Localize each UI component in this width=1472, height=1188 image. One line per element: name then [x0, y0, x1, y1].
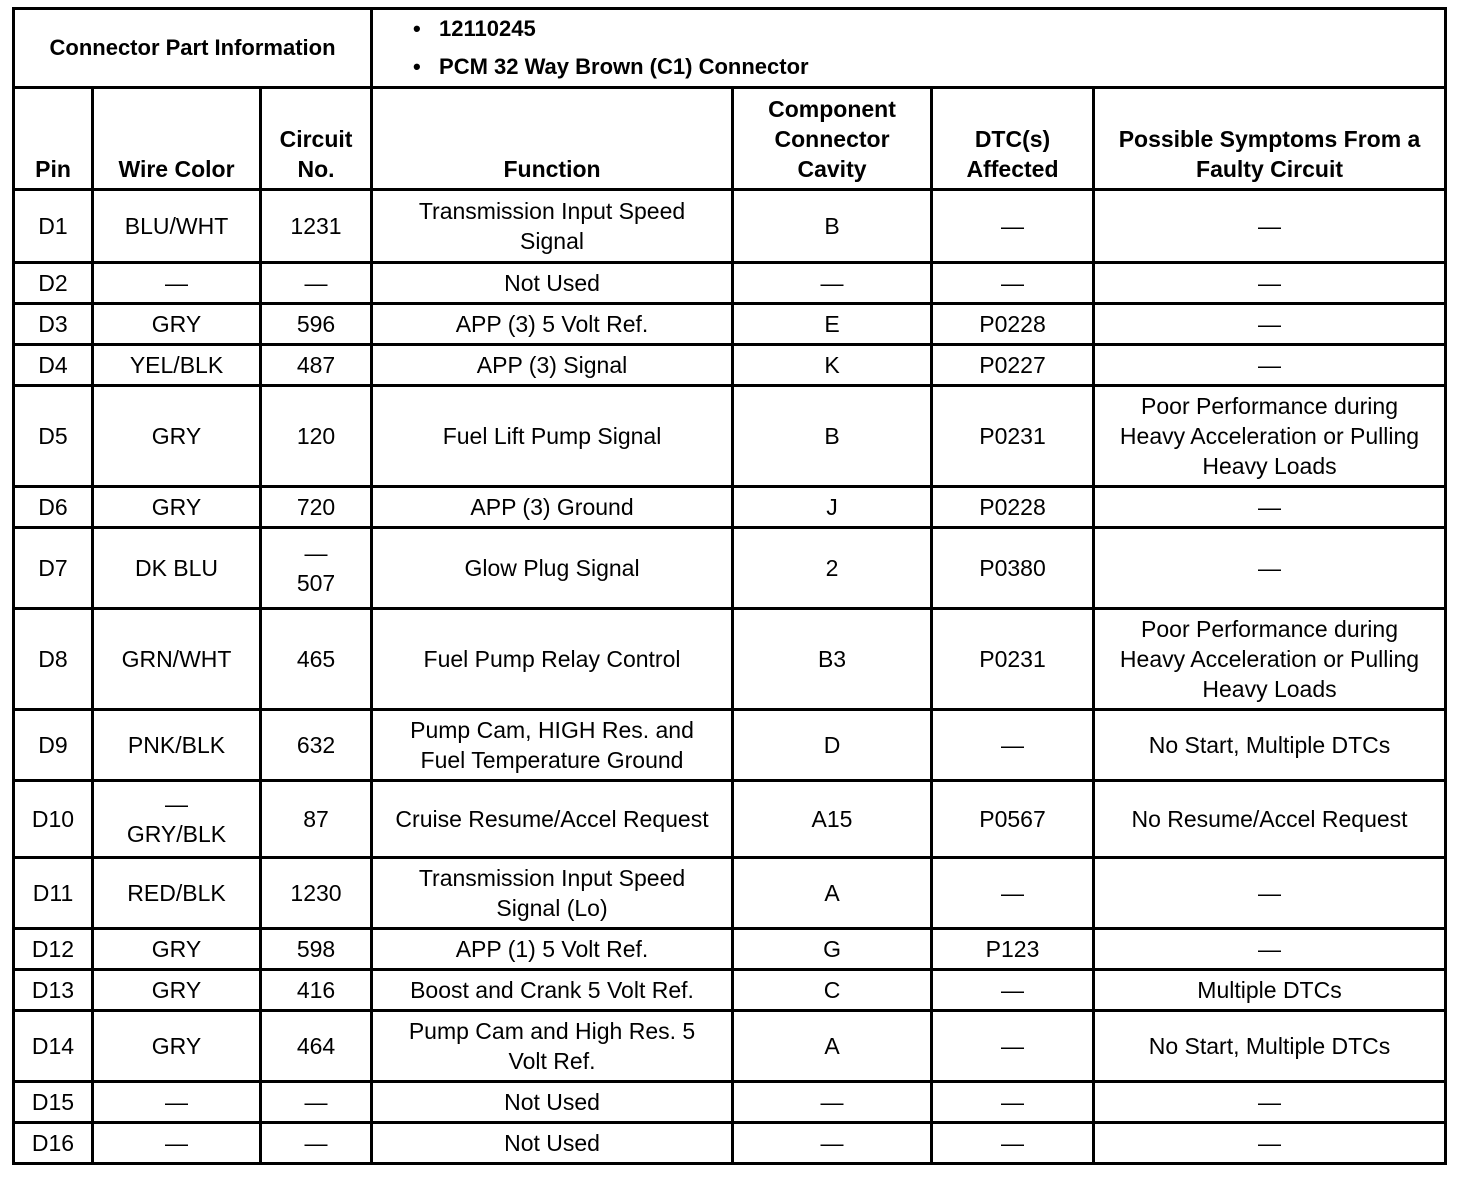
symptoms-cell	[1094, 609, 1446, 710]
table-row	[14, 609, 1446, 710]
symptoms-cell-line: No Start, Multiple DTCs	[1148, 732, 1391, 758]
cavity-cell: G	[733, 929, 932, 970]
symptoms-cell	[1094, 710, 1446, 781]
symptoms-cell-line: Heavy Loads	[1202, 676, 1337, 702]
header-cavity: Component Connector Cavity	[733, 88, 932, 190]
wire-color-cell-line: GRN/WHT	[121, 646, 232, 672]
circuit-cell-line: —	[304, 1130, 328, 1156]
symptoms-cell-line: Multiple DTCs	[1197, 977, 1342, 1003]
cavity-cell: B	[733, 190, 932, 263]
table-row	[14, 304, 1446, 345]
circuit-cell-line: 120	[296, 423, 336, 449]
symptoms-cell-line: —	[1258, 494, 1282, 520]
circuit-cell	[261, 710, 372, 781]
symptoms-cell-line: —	[1258, 555, 1282, 581]
function-cell	[372, 263, 733, 304]
symptoms-cell-line: —	[1258, 270, 1282, 296]
wire-color-cell-line: PNK/BLK	[127, 732, 226, 758]
function-cell	[372, 1123, 733, 1164]
table-row	[14, 263, 1446, 304]
function-cell-line: APP (3) Signal	[476, 352, 628, 378]
function-cell	[372, 190, 733, 263]
circuit-cell	[261, 304, 372, 345]
function-cell	[372, 386, 733, 487]
pin-cell: D7	[14, 528, 93, 609]
table-row	[14, 1082, 1446, 1123]
symptoms-cell-line: —	[1258, 880, 1282, 906]
table-row	[14, 1123, 1446, 1164]
circuit-cell	[261, 781, 372, 858]
cavity-cell: —	[733, 1123, 932, 1164]
symptoms-cell	[1094, 970, 1446, 1011]
connector-info-item: • 12110245	[413, 16, 536, 41]
circuit-cell	[261, 1011, 372, 1082]
header-wire-color: Wire Color	[93, 88, 261, 190]
circuit-cell	[261, 528, 372, 609]
function-cell	[372, 609, 733, 710]
wire-color-cell	[93, 929, 261, 970]
wire-color-cell-line: —	[165, 1089, 188, 1115]
wire-color-cell	[93, 345, 261, 386]
circuit-cell	[261, 929, 372, 970]
dtc-cell: —	[932, 970, 1094, 1011]
circuit-cell	[261, 263, 372, 304]
wire-color-cell-line: BLU/WHT	[124, 213, 229, 239]
pin-cell: D11	[14, 858, 93, 929]
circuit-cell-line: —	[304, 540, 328, 566]
table-row	[14, 710, 1446, 781]
circuit-cell-line: 598	[296, 936, 336, 962]
wire-color-cell-line: GRY	[151, 423, 202, 449]
wire-color-cell-line: GRY/BLK	[126, 821, 227, 847]
circuit-cell	[261, 1123, 372, 1164]
circuit-cell	[261, 858, 372, 929]
table-row	[14, 345, 1446, 386]
circuit-cell	[261, 1082, 372, 1123]
pin-cell: D5	[14, 386, 93, 487]
connector-info-row	[14, 9, 1446, 88]
dtc-cell: —	[932, 1123, 1094, 1164]
function-cell-line: Not Used	[504, 1089, 600, 1115]
function-cell-line: Signal (Lo)	[496, 895, 608, 921]
dtc-cell: P0228	[932, 487, 1094, 528]
cavity-cell: C	[733, 970, 932, 1011]
pin-cell: D15	[14, 1082, 93, 1123]
cavity-cell: —	[733, 1082, 932, 1123]
wire-color-cell-line: GRY	[151, 311, 202, 337]
symptoms-cell-line: —	[1258, 936, 1282, 962]
function-cell-line: Not Used	[504, 1130, 600, 1156]
symptoms-cell	[1094, 528, 1446, 609]
symptoms-cell	[1094, 858, 1446, 929]
function-cell-line: Not Used	[504, 270, 600, 296]
wire-color-cell	[93, 190, 261, 263]
symptoms-cell	[1094, 345, 1446, 386]
connector-info-item: • PCM 32 Way Brown (C1) Connector	[413, 54, 809, 79]
function-cell-line: Boost and Crank 5 Volt Ref.	[410, 977, 694, 1003]
symptoms-cell	[1094, 190, 1446, 263]
dtc-cell: —	[932, 1082, 1094, 1123]
circuit-cell-line: 596	[296, 311, 336, 337]
wire-color-cell	[93, 858, 261, 929]
circuit-cell	[261, 487, 372, 528]
wire-color-cell-line: —	[165, 791, 188, 817]
function-cell-line: Pump Cam, HIGH Res. and	[410, 717, 694, 743]
function-cell-line: Fuel Lift Pump Signal	[442, 423, 662, 449]
circuit-cell-line: 416	[296, 977, 336, 1003]
function-cell-line: Volt Ref.	[508, 1048, 596, 1074]
circuit-cell	[261, 386, 372, 487]
dtc-cell: P0227	[932, 345, 1094, 386]
circuit-cell-line: 487	[296, 352, 336, 378]
wire-color-cell-line: YEL/BLK	[129, 352, 224, 378]
symptoms-cell-line: Poor Performance during	[1141, 393, 1398, 419]
symptoms-cell	[1094, 1011, 1446, 1082]
cavity-cell: E	[733, 304, 932, 345]
function-cell-line: Cruise Resume/Accel Request	[395, 806, 709, 832]
symptoms-cell-line: Heavy Acceleration or Pulling	[1119, 423, 1420, 449]
wire-color-cell	[93, 781, 261, 858]
symptoms-cell-line: No Resume/Accel Request	[1131, 806, 1408, 832]
cavity-cell: B	[733, 386, 932, 487]
circuit-cell-line: 507	[296, 570, 336, 596]
symptoms-cell	[1094, 781, 1446, 858]
connector-document	[12, 7, 1444, 1165]
function-cell	[372, 304, 733, 345]
table-row	[14, 386, 1446, 487]
dtc-cell: —	[932, 190, 1094, 263]
cavity-cell: —	[733, 263, 932, 304]
function-cell-line: Fuel Temperature Ground	[420, 747, 684, 773]
symptoms-cell-line: —	[1258, 1089, 1282, 1115]
function-cell	[372, 858, 733, 929]
function-cell	[372, 710, 733, 781]
header-row	[14, 88, 1446, 190]
wire-color-cell-line: DK BLU	[134, 555, 219, 581]
dtc-cell: —	[932, 1011, 1094, 1082]
pin-cell: D1	[14, 190, 93, 263]
wire-color-cell	[93, 609, 261, 710]
wire-color-cell-line: GRY	[151, 936, 202, 962]
pin-cell: D3	[14, 304, 93, 345]
table-row	[14, 190, 1446, 263]
function-cell	[372, 487, 733, 528]
symptoms-cell	[1094, 487, 1446, 528]
connector-info-label: Connector Part Information	[14, 9, 372, 88]
header-circuit-no: Circuit No.	[261, 88, 372, 190]
function-cell-line: Glow Plug Signal	[464, 555, 640, 581]
symptoms-cell-line: Poor Performance during	[1141, 616, 1398, 642]
pin-cell: D8	[14, 609, 93, 710]
symptoms-cell-line: Heavy Acceleration or Pulling	[1119, 646, 1420, 672]
wire-color-cell	[93, 263, 261, 304]
symptoms-cell-line: —	[1258, 311, 1282, 337]
wire-color-cell	[93, 304, 261, 345]
wire-color-cell	[93, 386, 261, 487]
symptoms-cell-line: Heavy Loads	[1202, 453, 1337, 479]
circuit-cell-line: 632	[296, 732, 336, 758]
function-cell	[372, 929, 733, 970]
pin-cell: D9	[14, 710, 93, 781]
dtc-cell: —	[932, 710, 1094, 781]
symptoms-cell-line: —	[1258, 352, 1282, 378]
cavity-cell: A15	[733, 781, 932, 858]
circuit-cell-line: 464	[296, 1033, 336, 1059]
wire-color-cell	[93, 710, 261, 781]
wire-color-cell-line: —	[165, 270, 188, 296]
pin-cell: D12	[14, 929, 93, 970]
pin-cell: D16	[14, 1123, 93, 1164]
wire-color-cell-line: GRY	[151, 494, 202, 520]
function-cell	[372, 1082, 733, 1123]
dtc-cell: P0228	[932, 304, 1094, 345]
pin-cell: D13	[14, 970, 93, 1011]
cavity-cell: A	[733, 858, 932, 929]
cavity-cell: A	[733, 1011, 932, 1082]
header-dtc: DTC(s) Affected	[932, 88, 1094, 190]
dtc-cell: P0380	[932, 528, 1094, 609]
header-function: Function	[372, 88, 733, 190]
circuit-cell-line: 87	[303, 806, 329, 832]
function-cell	[372, 781, 733, 858]
dtc-cell: P0567	[932, 781, 1094, 858]
symptoms-cell	[1094, 386, 1446, 487]
table-row	[14, 1011, 1446, 1082]
function-cell-line: Transmission Input Speed	[418, 198, 686, 224]
wire-color-cell	[93, 970, 261, 1011]
circuit-cell	[261, 609, 372, 710]
circuit-cell	[261, 190, 372, 263]
function-cell	[372, 970, 733, 1011]
cavity-cell: B3	[733, 609, 932, 710]
symptoms-cell	[1094, 263, 1446, 304]
function-cell	[372, 345, 733, 386]
table-row	[14, 781, 1446, 858]
circuit-cell-line: —	[304, 1089, 328, 1115]
function-cell-line: Signal	[520, 228, 584, 254]
symptoms-cell	[1094, 1123, 1446, 1164]
pin-cell: D6	[14, 487, 93, 528]
dtc-cell: P123	[932, 929, 1094, 970]
wire-color-cell-line: GRY	[151, 1033, 202, 1059]
pin-cell: D10	[14, 781, 93, 858]
table-row	[14, 970, 1446, 1011]
symptoms-cell-line: —	[1258, 1130, 1282, 1156]
symptoms-cell-line: —	[1258, 213, 1282, 239]
circuit-cell	[261, 345, 372, 386]
table-row	[14, 858, 1446, 929]
symptoms-cell-line: No Start, Multiple DTCs	[1148, 1033, 1391, 1059]
pin-cell: D14	[14, 1011, 93, 1082]
function-cell-line: APP (3) Ground	[470, 494, 634, 520]
function-cell-line: APP (3) 5 Volt Ref.	[455, 311, 649, 337]
symptoms-cell	[1094, 1082, 1446, 1123]
circuit-cell-line: 465	[296, 646, 336, 672]
function-cell-line: Transmission Input Speed	[418, 865, 686, 891]
wire-color-cell	[93, 487, 261, 528]
wire-color-cell	[93, 1123, 261, 1164]
dtc-cell: P0231	[932, 609, 1094, 710]
cavity-cell: D	[733, 710, 932, 781]
cavity-cell: 2	[733, 528, 932, 609]
pin-cell: D4	[14, 345, 93, 386]
function-cell-line: APP (1) 5 Volt Ref.	[455, 936, 649, 962]
table-row	[14, 487, 1446, 528]
header-pin: Pin	[14, 88, 93, 190]
wire-color-cell	[93, 1011, 261, 1082]
function-cell	[372, 1011, 733, 1082]
connector-pinout-table	[12, 7, 1447, 1165]
function-cell-line: Pump Cam and High Res. 5	[408, 1018, 696, 1044]
dtc-cell: P0231	[932, 386, 1094, 487]
connector-info-values	[372, 9, 1446, 88]
function-cell-line: Fuel Pump Relay Control	[423, 646, 681, 672]
circuit-cell-line: 1230	[290, 880, 342, 906]
wire-color-cell-line: —	[165, 1130, 188, 1156]
circuit-cell-line: 1231	[290, 213, 342, 239]
table-row	[14, 528, 1446, 609]
circuit-cell	[261, 970, 372, 1011]
cavity-cell: K	[733, 345, 932, 386]
wire-color-cell	[93, 1082, 261, 1123]
cavity-cell: J	[733, 487, 932, 528]
symptoms-cell	[1094, 929, 1446, 970]
circuit-cell-line: —	[304, 270, 328, 296]
symptoms-cell	[1094, 304, 1446, 345]
header-symptoms: Possible Symptoms From a Faulty Circuit	[1094, 88, 1446, 190]
wire-color-cell-line: RED/BLK	[127, 880, 226, 906]
circuit-cell-line: 720	[296, 494, 336, 520]
wire-color-cell	[93, 528, 261, 609]
wire-color-cell-line: GRY	[151, 977, 202, 1003]
table-row	[14, 929, 1446, 970]
dtc-cell: —	[932, 263, 1094, 304]
pin-cell: D2	[14, 263, 93, 304]
dtc-cell: —	[932, 858, 1094, 929]
function-cell	[372, 528, 733, 609]
